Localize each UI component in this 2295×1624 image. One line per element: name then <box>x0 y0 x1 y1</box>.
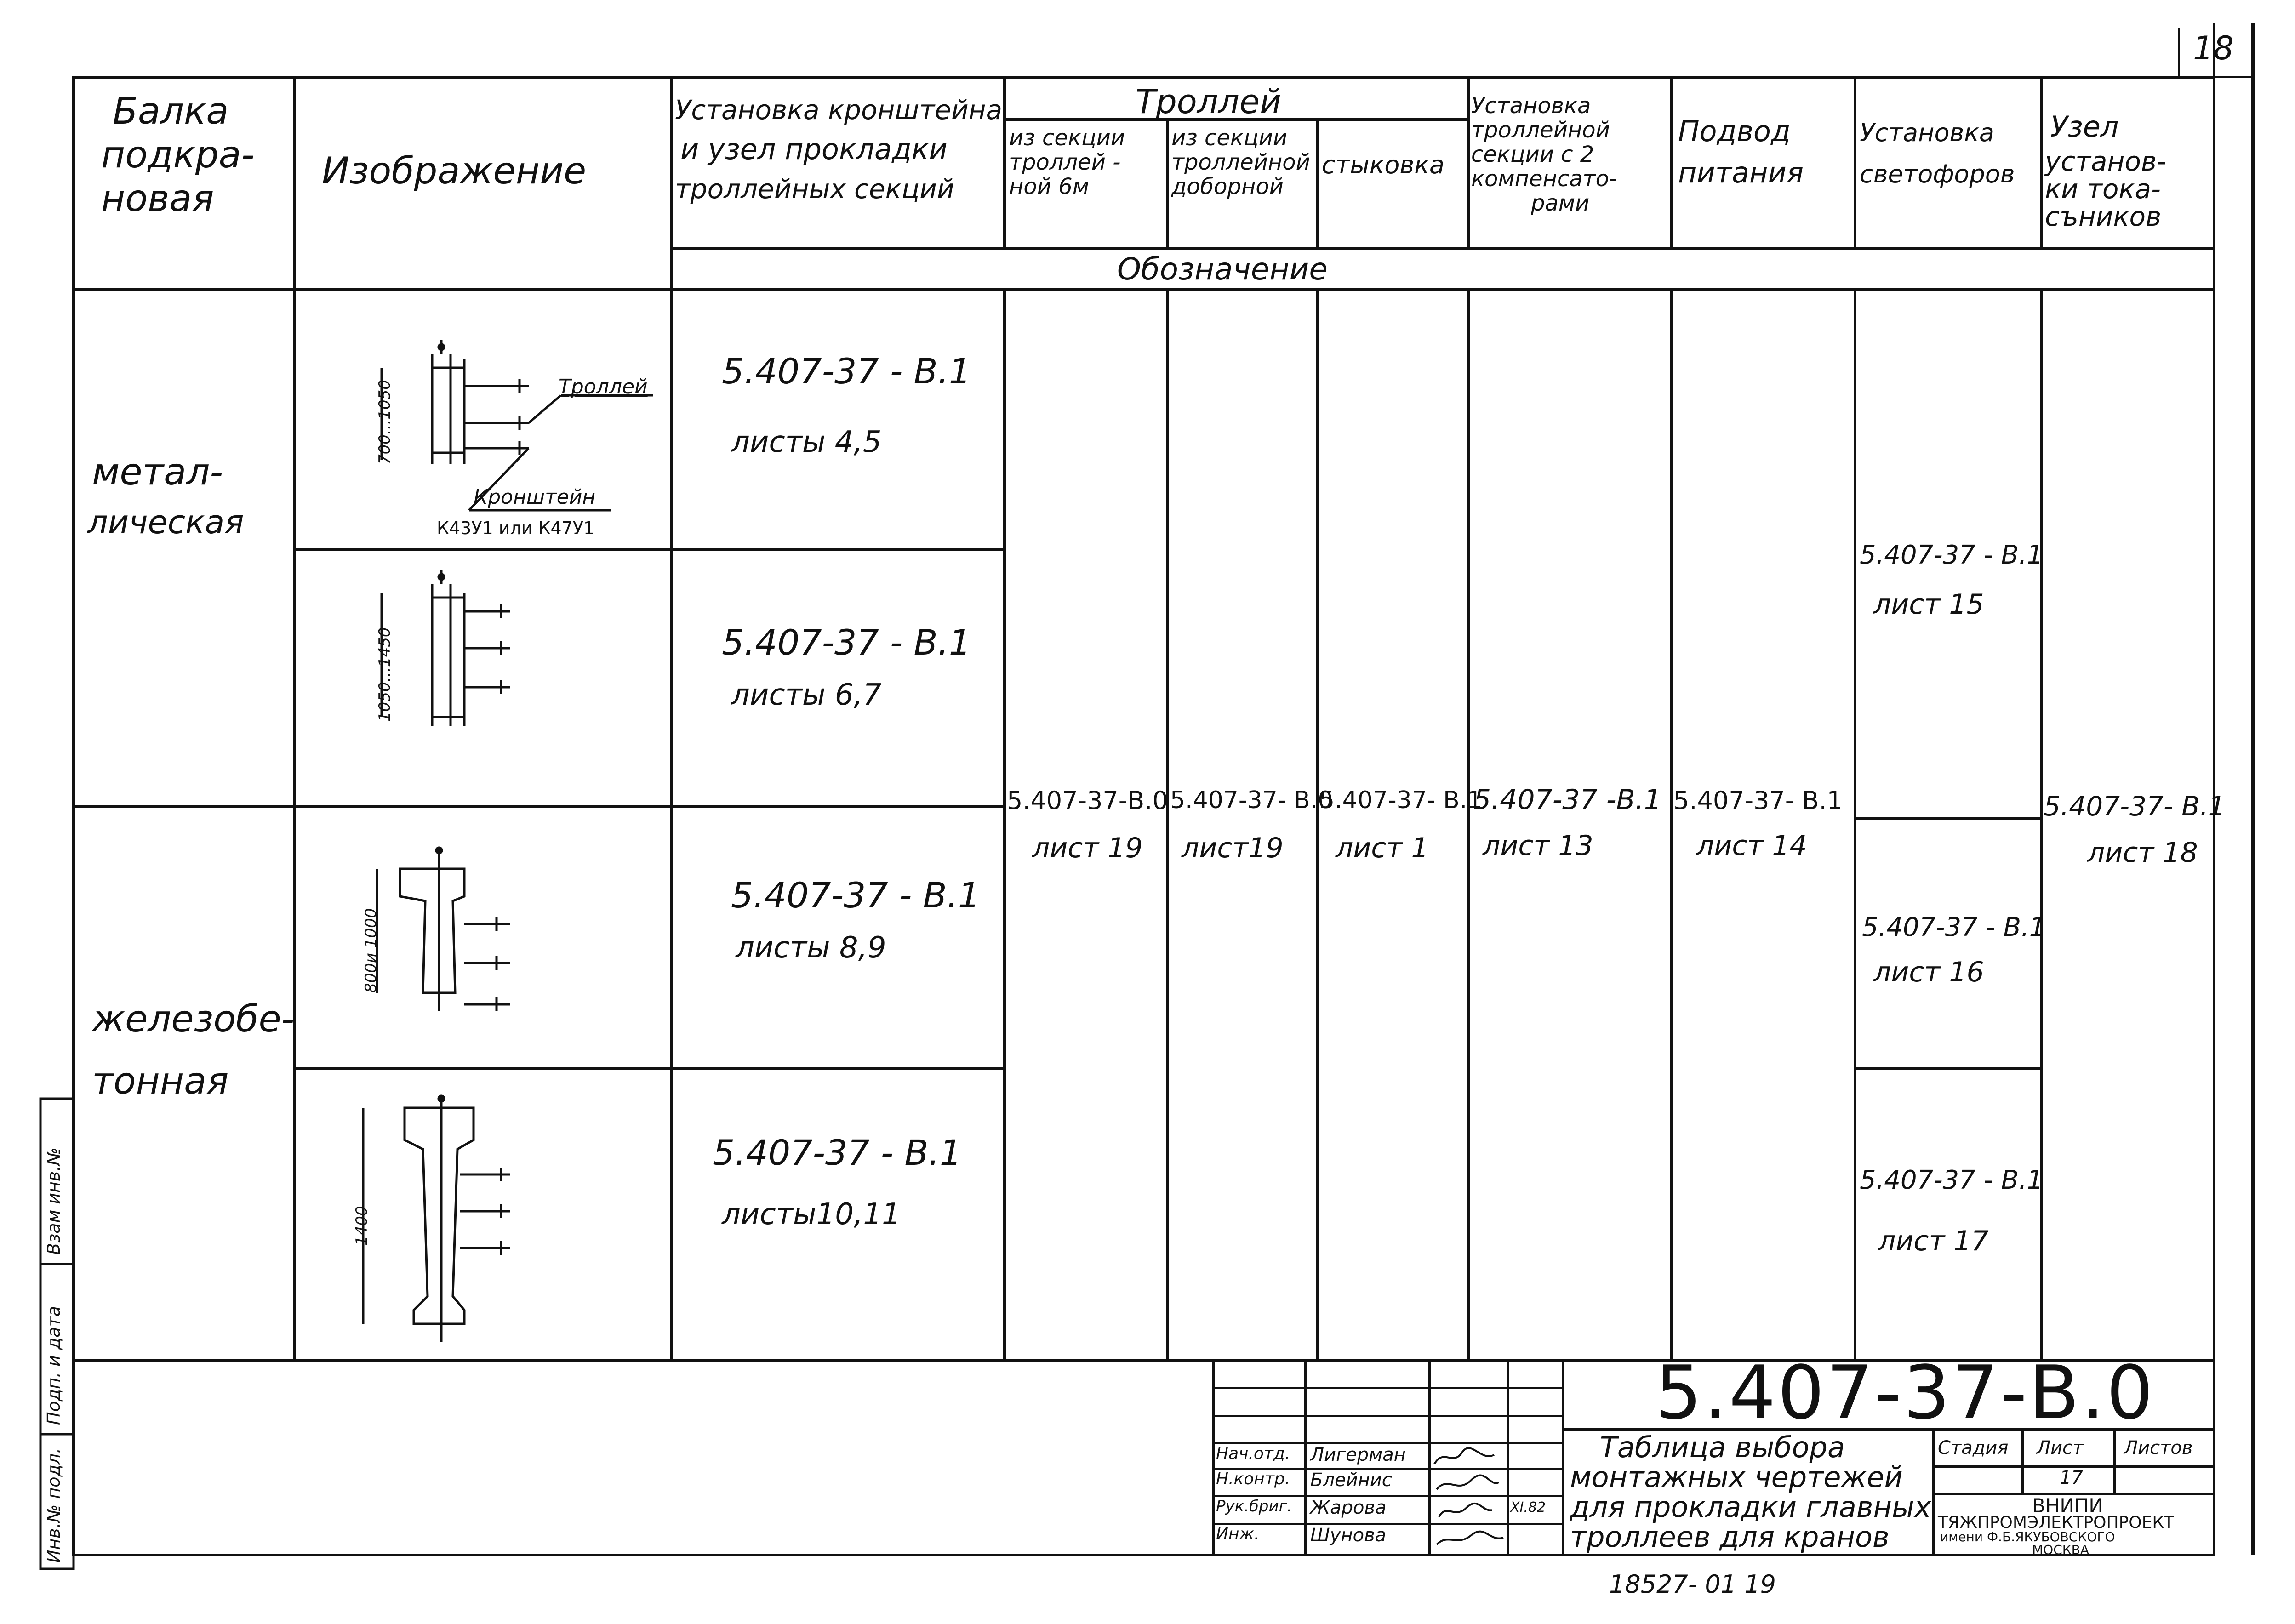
header-power-line2: питания <box>1678 156 1804 189</box>
header-beam-line1: Балка <box>113 90 229 132</box>
header-joint: стыковка <box>1322 150 1444 179</box>
r1-bracket-label: Кронштейн <box>474 485 596 509</box>
name-4: Шунова <box>1310 1525 1387 1546</box>
header-signals-line2: светофоров <box>1860 160 2015 188</box>
r3-code: 5.407-37 - В.1 <box>731 875 981 916</box>
header-comp-line5: рами <box>1531 190 1590 216</box>
sheets-label: Листов <box>2124 1437 2193 1459</box>
role-3: Рук.бриг. <box>1216 1497 1292 1516</box>
r4-sheets: листы10,11 <box>722 1197 901 1231</box>
header-comp-line3: секции с 2 <box>1471 142 1594 167</box>
joint-code: 5.407-37- В.1 <box>1319 786 1483 814</box>
name-3: Жарова <box>1310 1497 1387 1518</box>
header-assembly-line2: троллейной <box>1171 149 1310 175</box>
header-comp-line1: Установка <box>1471 93 1591 119</box>
compensators-sheet: лист 13 <box>1483 830 1593 862</box>
beam-sketch-2 <box>382 570 510 726</box>
r1-dimension: 700...1050 <box>376 380 394 464</box>
power-sheet: лист 14 <box>1696 830 1807 862</box>
side-stamp-inventory: Инв.№ подл. <box>44 1447 64 1563</box>
header-image: Изображение <box>322 149 587 192</box>
r2-dimension: 1050...1450 <box>376 627 394 722</box>
header-current-line3: ки тока- <box>2045 173 2161 205</box>
power-code: 5.407-37- В.1 <box>1673 786 1843 815</box>
header-6m-line2: троллей - <box>1009 149 1121 175</box>
header-signals-line1: Установка <box>1860 118 1995 147</box>
r1-bracket-types: К43У1 или К47У1 <box>437 518 595 538</box>
row-concrete-label-line1: железобе- <box>92 997 295 1040</box>
r4-dimension: 1400 <box>353 1206 371 1246</box>
header-current-line2: установ- <box>2045 146 2167 177</box>
stage-label: Стадия <box>1938 1437 2009 1459</box>
r4-code: 5.407-37 - В.1 <box>713 1132 962 1173</box>
header-current-line4: съников <box>2045 201 2162 232</box>
current-sheet: лист 18 <box>2087 837 2198 869</box>
header-power-line1: Подвод <box>1678 114 1791 148</box>
org-line1: ВНИПИ <box>2032 1494 2103 1517</box>
bottom-note: 18527- 01 19 <box>1609 1570 1776 1599</box>
header-install-line1: Установка кронштейна <box>675 94 1003 125</box>
sections-6m-code: 5.407-37-В.0 <box>1007 786 1168 815</box>
signals-r4-code: 5.407-37 - В.1 <box>1860 1165 2044 1195</box>
name-1: Лигерман <box>1310 1444 1406 1465</box>
header-beam-line3: новая <box>101 177 214 220</box>
signals-metal-code: 5.407-37 - В.1 <box>1860 540 2044 570</box>
doc-code: 5.407-37-В.0 <box>1655 1350 2155 1436</box>
row-metal-label-line1: метал- <box>92 450 223 493</box>
header-6m-line3: ной 6м <box>1009 174 1089 199</box>
role-1: Нач.отд. <box>1216 1444 1290 1463</box>
header-comp-line4: компенсато- <box>1471 166 1617 192</box>
r2-code: 5.407-37 - В.1 <box>722 622 971 663</box>
joint-sheet: лист 1 <box>1336 832 1429 864</box>
header-beam-line2: подкра- <box>101 133 255 176</box>
r3-sheets: листы 8,9 <box>736 931 886 965</box>
title-line1: Таблица выбора <box>1600 1430 1845 1464</box>
sections-6m-sheet: лист 19 <box>1032 832 1143 864</box>
org-line2: ТЯЖПРОМЭЛЕКТРОПРОЕКТ <box>1938 1513 2174 1532</box>
r2-sheets: листы 6,7 <box>731 678 882 712</box>
r1-code: 5.407-37 - В.1 <box>722 351 971 392</box>
side-stamp-replace: Взам инв.№ <box>44 1147 64 1255</box>
signals-metal-sheet: лист 15 <box>1873 588 1984 621</box>
header-6m-line1: из секции <box>1009 125 1125 151</box>
header-designation: Обозначение <box>1117 251 1328 287</box>
row-concrete-label-line2: тонная <box>92 1060 229 1102</box>
header-assembly-line1: из секции <box>1171 125 1287 151</box>
sections-assembly-code: 5.407-37- В.0 <box>1170 786 1333 814</box>
sections-assembly-sheet: лист19 <box>1182 832 1284 864</box>
header-install-line3: троллейных секций <box>675 173 954 205</box>
beam-sketch-4 <box>363 1096 510 1342</box>
header-current-line1: Узел <box>2050 110 2119 143</box>
title-line4: троллеев для кранов <box>1570 1520 1890 1554</box>
header-comp-line2: троллейной <box>1471 117 1610 143</box>
r3-dimension: 800и 1000 <box>362 908 380 993</box>
role-4: Инж. <box>1216 1525 1260 1544</box>
approval-date: XI.82 <box>1510 1499 1546 1516</box>
r1-sheets: листы 4,5 <box>731 425 882 459</box>
role-2: Н.контр. <box>1216 1470 1290 1488</box>
compensators-code: 5.407-37 -В.1 <box>1473 784 1661 816</box>
signals-r4-sheet: лист 17 <box>1878 1225 1989 1257</box>
sheet-label: Лист <box>2037 1437 2084 1459</box>
signals-r3-sheet: лист 16 <box>1873 956 1984 988</box>
header-assembly-line3: доборной <box>1171 174 1284 199</box>
beam-sketch-1 <box>382 340 653 510</box>
sheet-value: 17 <box>2060 1467 2083 1488</box>
signals-r3-code: 5.407-37 - В.1 <box>1862 912 2046 942</box>
current-code: 5.407-37- В.1 <box>2044 791 2226 822</box>
org-line4: МОСКВА <box>2032 1542 2089 1557</box>
row-metal-label-line2: лическая <box>87 503 244 541</box>
side-stamp-signature: Подп. и дата <box>44 1306 64 1425</box>
beam-sketch-3 <box>377 848 510 1011</box>
header-install-line2: и узел прокладки <box>680 132 948 166</box>
org-line3: имени Ф.Б.ЯКУБОВСКОГО <box>1940 1529 2115 1544</box>
sheet-number: 18 <box>2193 29 2234 67</box>
signature-marks <box>1430 1443 1508 1554</box>
name-2: Блейнис <box>1310 1470 1392 1491</box>
title-line3: для прокладки главных <box>1570 1490 1931 1524</box>
r1-trolley-label: Троллей <box>559 375 648 399</box>
title-line2: монтажных чертежей <box>1570 1460 1903 1494</box>
header-trolley-group: Троллей <box>1136 82 1281 121</box>
